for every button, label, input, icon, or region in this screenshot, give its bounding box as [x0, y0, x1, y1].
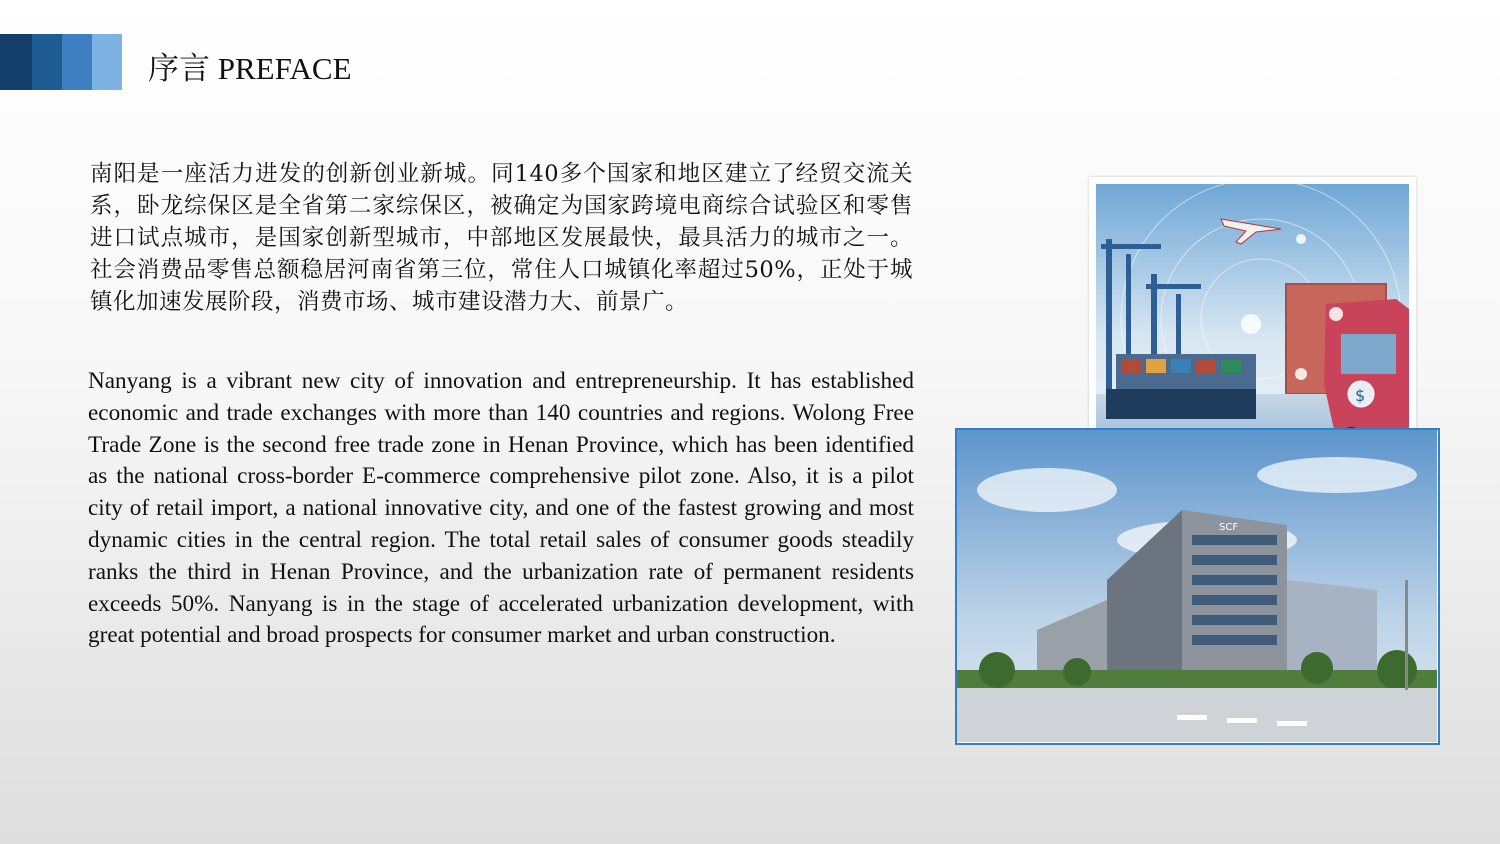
building-image-frame	[955, 428, 1440, 745]
building-sign: SCF	[1219, 522, 1239, 533]
chinese-paragraph: 南阳是一座活力进发的创新创业新城。同140多个国家和地区建立了经贸交流关系，卧龙综保区是全省第二家综保区，被确定为国家跨境电商综合试验区和零售进口试点城市，是国家创新型城市，中部地区发展最快，最具活力的城市之一。社会消费品零售总额稳居河南省第三位，常住人口城镇化率超过50%，正处于城镇化加速发展阶段，消费市场、城市建设潜力大、前景广。	[90, 161, 913, 315]
title-accent-bar	[0, 34, 122, 90]
office-building-photo	[957, 430, 1437, 742]
svg-text:$: $	[1355, 386, 1366, 405]
logistics-image-frame	[1089, 177, 1416, 469]
accent-block-2	[32, 34, 62, 90]
accent-block-3	[62, 34, 92, 90]
page-title: 序言 PREFACE	[148, 51, 352, 86]
english-paragraph: Nanyang is a vibrant new city of innovation and entrepreneurship. It has established economic and trade exchanges with more than 140 countries and regions. Wolong Free Trade Zone is the second free trade zone in Henan Province, which has been identified as the national cross-border E-commerce comprehensive pilot zone. Also, it is a pilot city of retail import, a national innovative city, and one of the fastest growing and most dynamic cities in the central region. The total retail sales of consumer goods steadily ranks the third in Henan Province, and the urbanization rate of permanent residents exceeds 50%. Nanyang is in the stage of accelerated urbanization development, with great potential and broad prospects for consumer market and urban construction.	[88, 368, 914, 649]
logistics-port-illustration	[1096, 184, 1409, 462]
accent-block-1	[0, 34, 32, 90]
ship-icon	[1106, 389, 1256, 419]
accent-block-4	[92, 34, 122, 90]
